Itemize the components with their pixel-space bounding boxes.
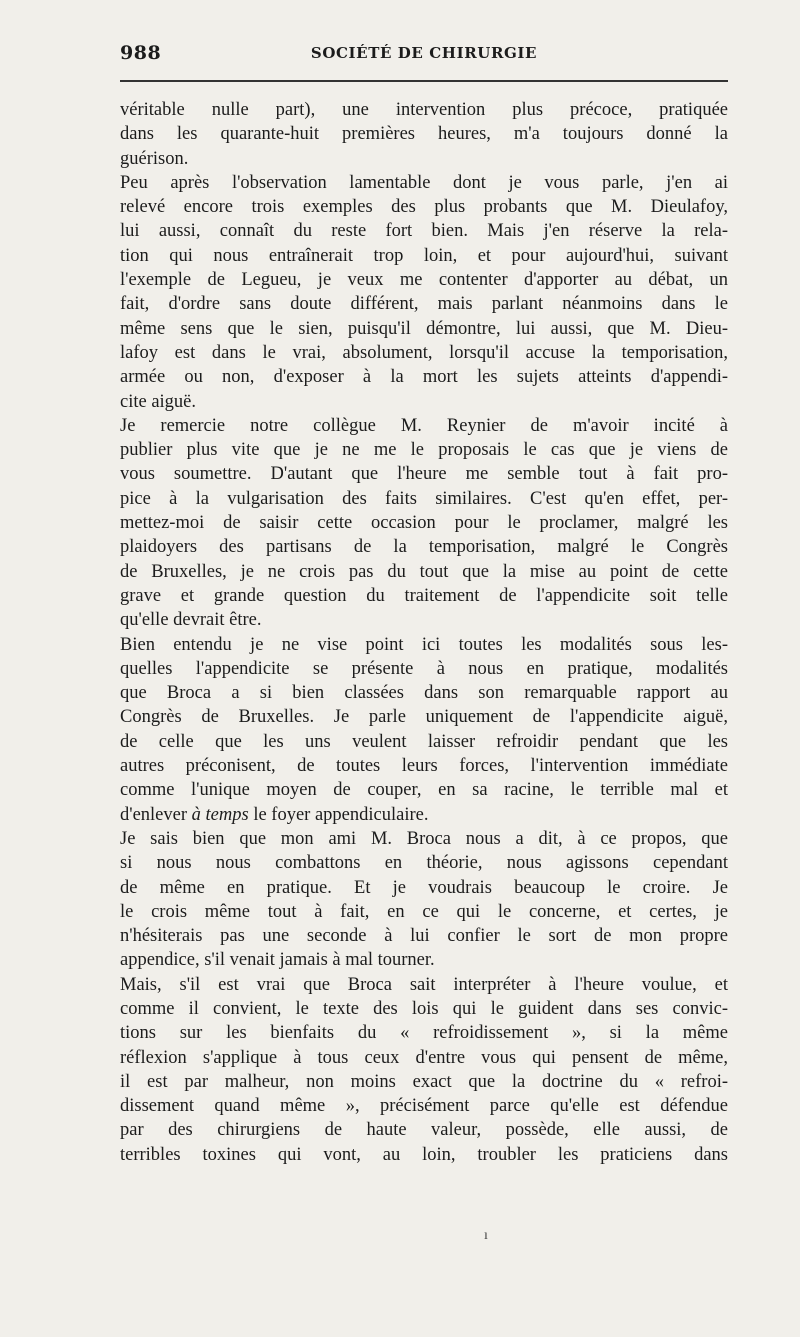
text-line: relevé encore trois exemples des plus probants que M. Dieulafoy, xyxy=(120,197,728,218)
text-line: de Bruxelles, je ne crois pas du tout que la mise au point de cette xyxy=(120,561,728,582)
text-line: Je sais bien que mon ami M. Broca nous a dit, à ce propos, que xyxy=(120,828,728,849)
text-line: Bien entendu je ne vise point ici toutes les modalités sous les- xyxy=(120,634,728,655)
text-line: plaidoyers des partisans de la temporisation, malgré le Congrès xyxy=(120,537,728,558)
body-text xyxy=(120,98,728,1167)
text-line: Peu après l'observation lamentable dont je vous parle, j'en ai xyxy=(120,172,728,193)
text-line: armée ou non, d'exposer à la mort les sujets atteints d'appendi- xyxy=(120,367,728,388)
italic-emphasis: à temps xyxy=(191,804,249,825)
text-line: tions sur les bienfaits du « refroidissement », si la même xyxy=(120,1023,728,1044)
text-line: l'exemple de Legueu, je veux me contenter d'apporter au débat, un xyxy=(120,270,728,291)
text-line: terribles toxines qui vont, au loin, troubler les praticiens dans xyxy=(120,1144,728,1165)
text-line: publier plus vite que je ne me le proposais le cas que je viens de xyxy=(120,440,728,461)
text-line: réflexion s'applique à tous ceux d'entre vous qui pensent de même, xyxy=(120,1047,728,1068)
text-line: véritable nulle part), une intervention plus précoce, pratiquée xyxy=(120,100,728,120)
text-line: qu'elle devrait être. xyxy=(120,610,262,631)
footer-mark: ı xyxy=(484,1228,488,1243)
text-line: il est par malheur, non moins exact que la doctrine du « refroi- xyxy=(120,1071,728,1092)
text-line: tion qui nous entraînerait trop loin, et pour aujourd'hui, suivant xyxy=(120,245,728,266)
text-line: dans les quarante-huit premières heures, m'a toujours donné la xyxy=(120,124,728,145)
text-line: autres préconisent, de toutes leurs forces, l'intervention immédiate xyxy=(120,756,728,777)
page-number: 988 xyxy=(120,42,162,64)
text-line: comme il convient, le texte des lois qui le guident dans ses convic- xyxy=(120,998,728,1019)
text-line: Congrès de Bruxelles. Je parle uniquement de l'appendicite aiguë, xyxy=(120,707,728,728)
text-line: guérison. xyxy=(120,148,189,169)
text-line: Mais, s'il est vrai que Broca sait interpréter à l'heure voulue, et xyxy=(120,974,728,995)
text-line: quelles l'appendicite se présente à nous en pratique, modalités xyxy=(120,658,728,679)
text-line: que Broca a si bien classées dans son remarquable rapport au xyxy=(120,683,728,704)
text-line: Je remercie notre collègue M. Reynier de m'avoir incité à xyxy=(120,415,728,436)
text-line: fait, d'ordre sans doute différent, mais parlant néanmoins dans le xyxy=(120,294,728,315)
text-line: pice à la vulgarisation des faits similaires. C'est qu'en effet, per- xyxy=(120,488,728,509)
text-line: le crois même tout à fait, en ce qui le concerne, et certes, je xyxy=(120,901,728,922)
text-line: d'enlever à temps le foyer appendiculaire. xyxy=(120,804,429,825)
text-line: vous soumettre. D'autant que l'heure me semble tout à fait pro- xyxy=(120,464,728,485)
text-line: comme l'unique moyen de couper, en sa racine, le terrible mal et xyxy=(120,780,728,801)
text-line: n'hésiterais pas une seconde à lui confier le sort de mon propre xyxy=(120,926,728,947)
text-line: par des chirurgiens de haute valeur, possède, elle aussi, de xyxy=(120,1120,728,1141)
text-line: appendice, s'il venait jamais à mal tourner. xyxy=(120,950,435,971)
text-line: dissement quand même », précisément parce qu'elle est défendue xyxy=(120,1096,728,1117)
text-line: mettez-moi de saisir cette occasion pour le proclamer, malgré les xyxy=(120,513,728,534)
header-rule xyxy=(120,80,728,82)
text-line: lafoy est dans le vrai, absolument, lorsqu'il accuse la temporisation, xyxy=(120,342,728,363)
text-line: si nous nous combattons en théorie, nous agissons cependant xyxy=(120,853,728,874)
text-line: cite aiguë. xyxy=(120,391,197,412)
text-line: de même en pratique. Et je voudrais beaucoup le croire. Je xyxy=(120,877,728,898)
text-line: lui aussi, connaît du reste fort bien. Mais j'en réserve la rela- xyxy=(120,221,728,242)
text-line: de celle que les uns veulent laisser refroidir pendant que les xyxy=(120,731,728,752)
text-line: même sens que le sien, puisqu'il démontre, lui aussi, que M. Dieu- xyxy=(120,318,728,339)
text-line: grave et grande question du traitement de l'appendicite soit telle xyxy=(120,585,728,606)
page-header xyxy=(120,42,728,70)
running-title: SOCIÉTÉ DE CHIRURGIE xyxy=(310,44,538,62)
